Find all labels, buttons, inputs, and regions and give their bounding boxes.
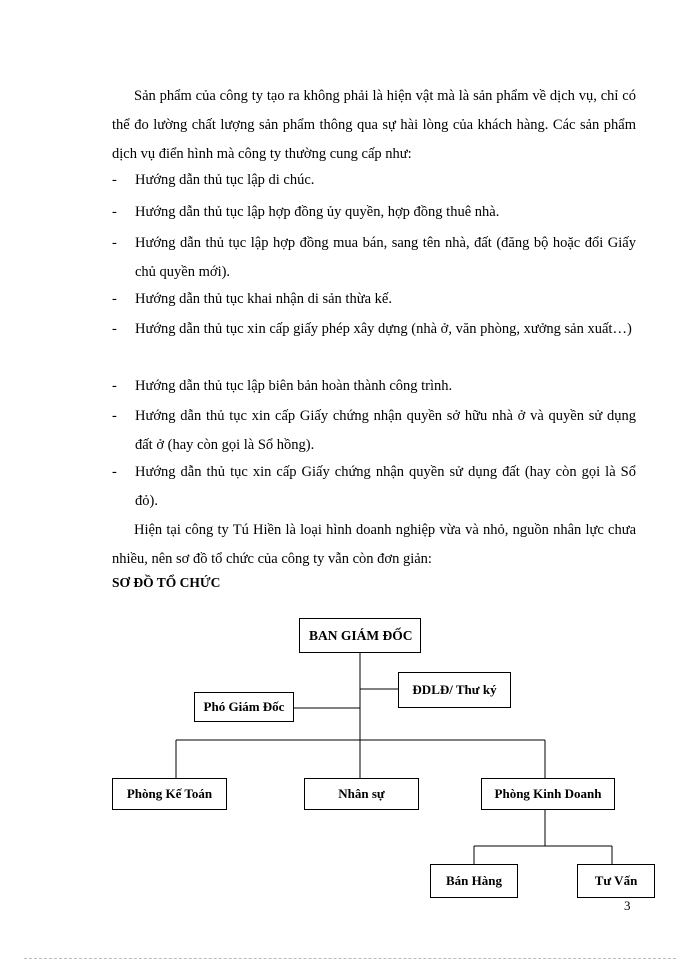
bullet-dash: -	[112, 408, 117, 424]
hr-box: Nhân sự	[304, 778, 419, 810]
service-text: Hướng dẫn thủ tục xin cấp Giấy chứng nhận quyền sở hữu nhà ở và quyền sử dụng đất ở (hay còn gọi là Sổ hồng).	[135, 408, 636, 453]
bullet-dash: -	[112, 235, 117, 251]
intro-paragraph: Sản phẩm của công ty tạo ra không phải là hiện vật mà là sản phẩm về dịch vụ, chỉ có thể đo lường chất lượng sản phẩm thông qua sự hài lòng của khách hàng. Các sản phẩm dịch vụ điển hình mà công ty thường cung cấp như:	[112, 88, 636, 162]
board-of-directors-box: BAN GIÁM ĐỐC	[299, 618, 421, 653]
service-text: Hướng dẫn thủ tục lập hợp đồng mua bán, sang tên nhà, đất (đăng bộ hoặc đổi Giấy chủ quyền mới).	[135, 235, 636, 280]
bullet-dash: -	[112, 378, 117, 394]
closing-paragraph: Hiện tại công ty Tú Hiền là loại hình doanh nghiệp vừa và nhỏ, nguồn nhân lực chưa nhiều, nên sơ đồ tổ chức của công ty vẫn còn đơn giản:	[112, 522, 636, 567]
bullet-dash: -	[112, 204, 117, 220]
accounting-box: Phòng Kế Toán	[112, 778, 227, 810]
service-text: Hướng dẫn thủ tục lập hợp đồng ủy quyền, hợp đồng thuê nhà.	[135, 204, 500, 220]
service-text: Hướng dẫn thủ tục lập di chúc.	[135, 172, 315, 188]
bullet-dash: -	[112, 291, 117, 307]
business-department-box: Phòng Kinh Doanh	[481, 778, 615, 810]
org-chart-heading: SƠ ĐỒ TỔ CHỨC	[112, 575, 221, 590]
page-number: 3	[624, 898, 631, 913]
service-text: Hướng dẫn thủ tục xin cấp Giấy chứng nhận quyền sử dụng đất (hay còn gọi là Sổ đỏ).	[135, 464, 636, 509]
service-text: Hướng dẫn thủ tục lập biên bản hoàn thành công trình.	[135, 378, 453, 394]
consulting-box: Tư Vấn	[577, 864, 655, 898]
bullet-dash: -	[112, 464, 117, 480]
assistant-box: ĐDLĐ/ Thư ký	[398, 672, 511, 708]
service-text: Hướng dẫn thủ tục xin cấp giấy phép xây dựng (nhà ở, văn phòng, xưởng sản xuất…)	[135, 321, 632, 337]
service-text: Hướng dẫn thủ tục khai nhận di sản thừa kế.	[135, 291, 392, 307]
sales-box: Bán Hàng	[430, 864, 518, 898]
bullet-dash: -	[112, 172, 117, 188]
bullet-dash: -	[112, 321, 117, 337]
deputy-director-box: Phó Giám Đốc	[194, 692, 294, 722]
page-bottom-divider	[24, 958, 676, 959]
